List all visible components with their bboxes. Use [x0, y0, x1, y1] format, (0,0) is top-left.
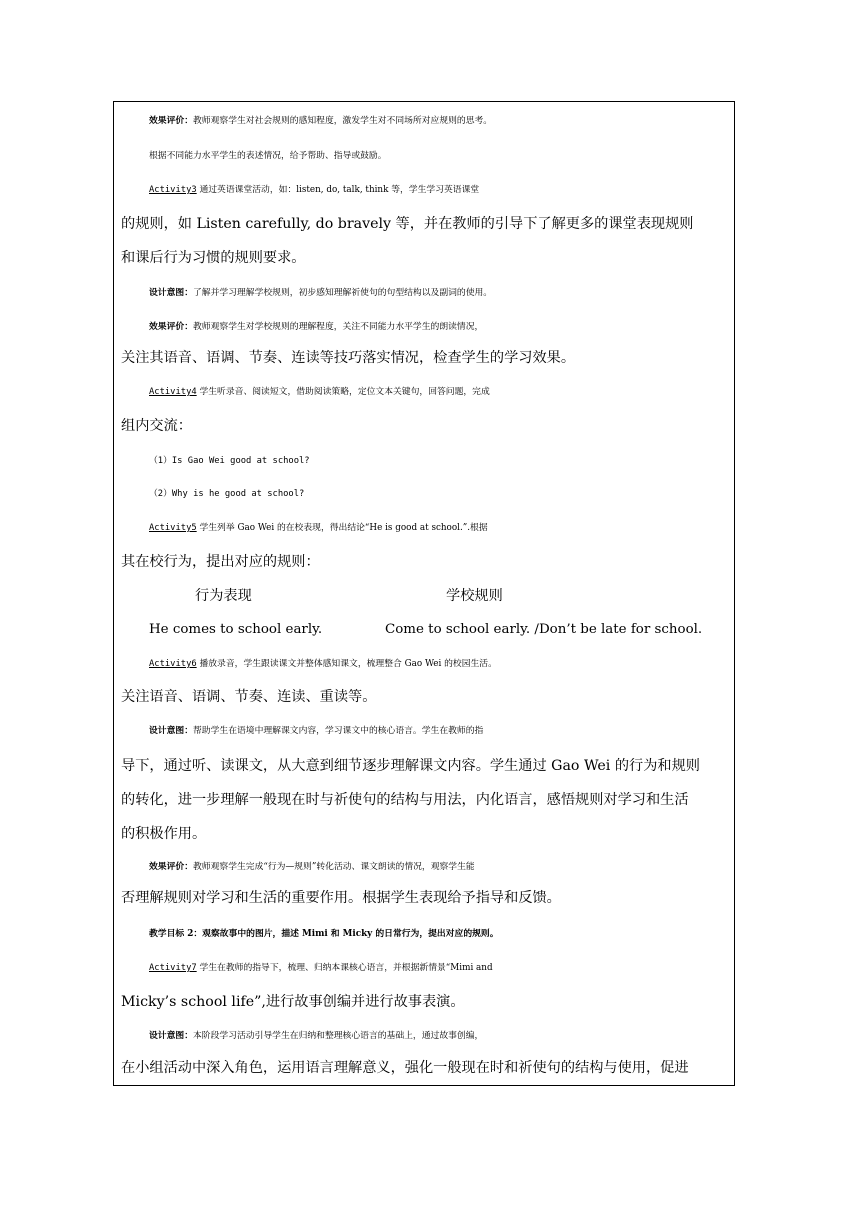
paragraph-line: 组内交流： — [121, 418, 192, 434]
activity5-paragraph — [149, 518, 759, 538]
paragraph-text: 通过英语课堂活动，如：listen, do, talk, think 等，学生学习英语课堂 — [196, 185, 480, 195]
paragraph-line: 关注语音、语调、节奏、连读、重读等。 — [121, 689, 377, 705]
paragraph-text: 教师观察学生对学校规则的理解程度，关注不同能力水平学生的朗读情况， — [193, 322, 484, 332]
column-header-rule: 学校规则 — [446, 588, 503, 604]
activity6-paragraph — [149, 654, 759, 674]
paragraph-line: 其在校行为，提出对应的规则： — [121, 554, 320, 570]
paragraph-text: 学生听录音、阅读短文，借助阅读策略，定位文本关键句，回答问题，完成 — [196, 387, 490, 397]
column-header-behaviour: 行为表现 — [195, 588, 252, 604]
paragraph-text: 播放录音，学生跟读课文并整体感知课文，梳理整合 Gao Wei 的校园生活。 — [196, 659, 497, 669]
paragraph-line: 的规则，如 Listen carefully, do bravely 等，并在教师的引导下了解更多的课堂表现规则 — [121, 216, 694, 232]
paragraph-text: 教师观察学生对社会规则的感知程度，激发学生对不同场所对应规则的思考。 — [193, 116, 493, 126]
paragraph-text: 教师观察学生完成“行为—规则”转化活动、课文朗读的情况，观察学生能 — [193, 862, 475, 872]
activity3-paragraph — [149, 180, 759, 200]
paragraph-text: 学生列举 Gao Wei 的在校表现，得出结论“He is good at school.”.根据 — [196, 523, 488, 533]
paragraph-line: Micky’s school life”,进行故事创编并进行故事表演。 — [121, 994, 465, 1010]
label-effect-evaluation: 效果评价： — [149, 322, 193, 332]
paragraph-line: 在小组活动中深入角色，运用语言理解意义，强化一般现在时和祈使句的结构与使用，促进 — [121, 1060, 689, 1076]
activity6-link[interactable]: Activity6 — [149, 659, 197, 669]
label-effect-evaluation: 效果评价： — [149, 862, 193, 872]
teaching-goal-2: 教学目标 2：观察故事中的图片，描述 Mimi 和 Micky 的日常行为，提出对应的规则。 — [149, 929, 499, 939]
behaviour-example: He comes to school early. — [149, 622, 323, 637]
rule-example: Come to school early. /Don’t be late for school. — [385, 622, 703, 637]
paragraph-text: 本阶段学习活动引导学生在归纳和整理核心语言的基础上，通过故事创编， — [193, 1031, 484, 1041]
activity3-link[interactable]: Activity3 — [149, 185, 197, 195]
design-intent-paragraph — [149, 1026, 759, 1046]
paragraph-line: 否理解规则对学习和生活的重要作用。根据学生表现给予指导和反馈。 — [121, 890, 561, 906]
paragraph-text: 帮助学生在语境中理解课文内容，学习课文中的核心语言。学生在教师的指 — [193, 726, 484, 736]
paragraph-line: 根据不同能力水平学生的表述情况，给予帮助、指导或鼓励。 — [149, 151, 387, 161]
activity4-paragraph — [149, 382, 759, 402]
paragraph-text: 了解并学习理解学校规则，初步感知理解祈使句的句型结构以及副词的使用。 — [193, 288, 493, 298]
design-intent-paragraph — [149, 721, 759, 741]
question-1: （1）Is Gao Wei good at school? — [149, 456, 310, 466]
paragraph-line: 导下，通过听、读课文，从大意到细节逐步理解课文内容。学生通过 Gao Wei 的行为和规则 — [121, 758, 700, 774]
activity5-link[interactable]: Activity5 — [149, 523, 197, 533]
label-effect-evaluation: 效果评价： — [149, 116, 193, 126]
effect-evaluation-paragraph — [149, 111, 759, 131]
paragraph-line: 的积极作用。 — [121, 826, 207, 842]
effect-evaluation-paragraph — [149, 857, 759, 877]
paragraph-line: 关注其语音、语调、节奏、连读等技巧落实情况，检查学生的学习效果。 — [121, 350, 576, 366]
paragraph-line: 的转化，进一步理解一般现在时与祈使句的结构与用法，内化语言，感悟规则对学习和生活 — [121, 792, 689, 808]
label-design-intent: 设计意图： — [149, 1031, 193, 1041]
question-2: （2）Why is he good at school? — [149, 489, 305, 499]
label-design-intent: 设计意图： — [149, 288, 193, 298]
paragraph-line: 和课后行为习惯的规则要求。 — [121, 250, 306, 266]
activity7-link[interactable]: Activity7 — [149, 963, 197, 973]
effect-evaluation-paragraph — [149, 317, 759, 337]
label-design-intent: 设计意图： — [149, 726, 193, 736]
activity4-link[interactable]: Activity4 — [149, 387, 197, 397]
paragraph-text: 学生在教师的指导下，梳理、归纳本课核心语言，并根据新情景“Mimi and — [196, 963, 493, 973]
design-intent-paragraph — [149, 283, 759, 303]
activity7-paragraph — [149, 958, 759, 978]
